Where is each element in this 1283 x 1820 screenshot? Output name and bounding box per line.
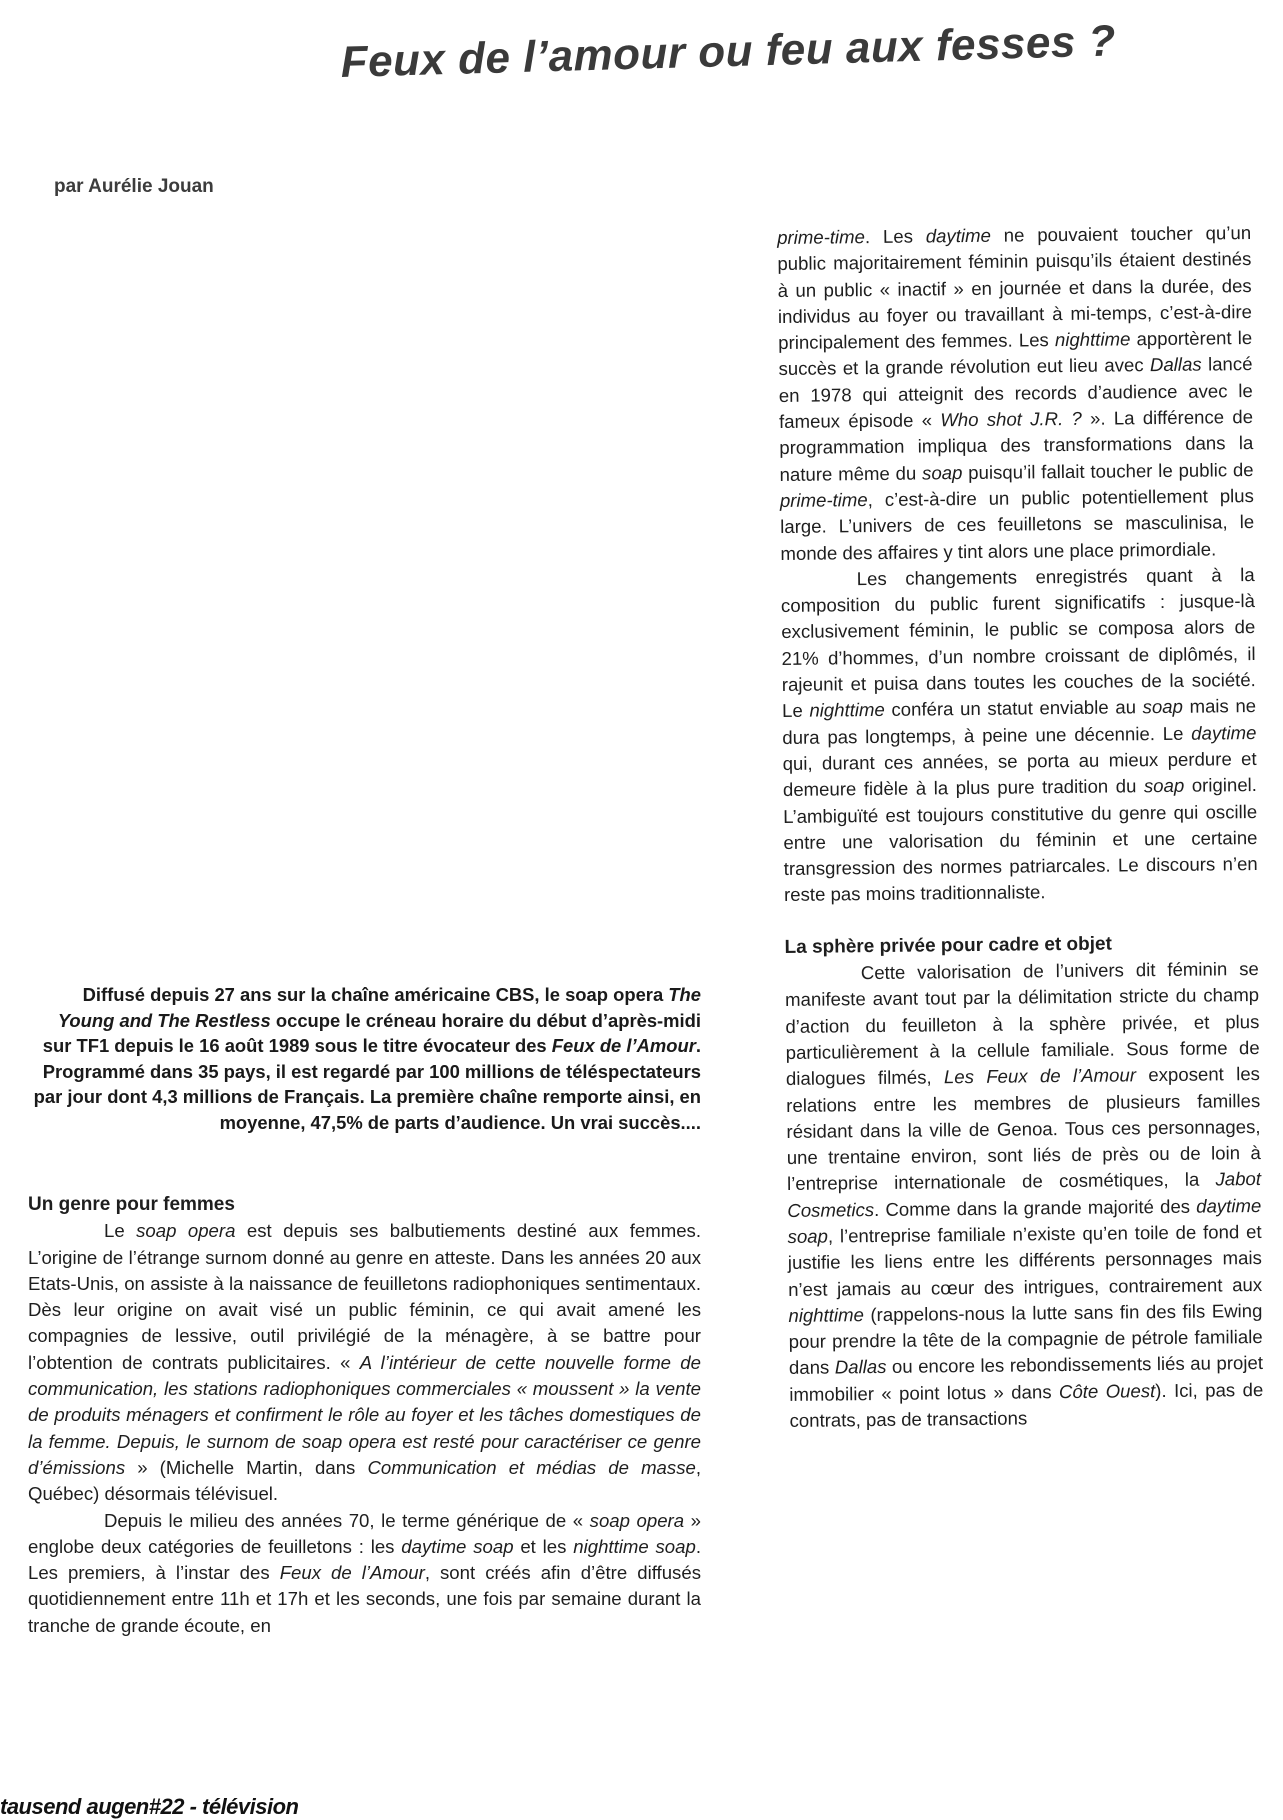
italic-text: prime-time — [777, 226, 866, 248]
italic-text: soap — [921, 461, 963, 484]
text-run: conféra un statut enviable au — [884, 696, 1143, 721]
italic-text: daytime soap — [787, 1194, 1262, 1247]
italic-text: nighttime — [809, 699, 885, 722]
section-heading: La sphère privée pour cadre et objet — [784, 933, 1112, 958]
paragraph — [28, 1218, 701, 1507]
text-run: originel. L’ambiguïté est toujours constitutive du genre qui oscille entre une valorisation du féminin et une certaine transgression des normes patriarcales. Le discours n’en reste pas moins traditionnaliste. — [783, 774, 1258, 906]
italic-text: A l’intérieur de cette nouvelle forme de communication, les stations radiophoniques commerciales « moussent » la vente de produits ménagers et confirment le rôle au foyer et les tâches domestiques de la femme. Depuis, le surnom de soap opera est resté pour caractériser ce genre d’émissions — [28, 1351, 701, 1478]
italic-text: Dallas — [1149, 354, 1202, 376]
italic-text: daytime soap — [401, 1535, 514, 1557]
italic-text: daytime — [1191, 721, 1257, 744]
text-run: » englobe deux catégories de feuilletons : les — [28, 1509, 701, 1557]
italic-text: Dallas — [834, 1356, 887, 1378]
left-column — [28, 1192, 701, 1639]
italic-text: Feux de l’Amour — [551, 1035, 696, 1057]
text-run: Les changements enregistrés quant à la composition du public furent significatifs : jusque-là exclusivement féminin, le public se composa alors de 21% d’hommes, d’un nombre croissant de diplômés, il rajeunit et puisa dans toutes les couches de la société. Le — [780, 563, 1256, 722]
italic-text: Communication et médias de masse — [367, 1456, 696, 1478]
text-run: . Comme dans la grande majorité des — [873, 1195, 1197, 1220]
text-run: ou encore les rebondissements liés au projet immobilier « point lotus » dans — [789, 1352, 1264, 1405]
italic-text: nighttime soap — [573, 1535, 696, 1557]
text-run: Le — [104, 1220, 137, 1242]
italic-text: Feux de l’Amour — [279, 1562, 425, 1584]
article-title: Feux de l’amour ou feu aux fesses ? — [340, 16, 1117, 87]
running-footer: tausend augen#22 - télévision — [0, 1794, 299, 1819]
italic-text: Jabot Cosmetics — [787, 1168, 1262, 1221]
text-run: , Québec) désormais télévisuel. — [28, 1456, 702, 1505]
right-column — [777, 220, 1264, 1434]
italic-text: The Young and The Restless — [57, 984, 701, 1031]
text-run: . Les premiers, à l’instar des — [28, 1535, 701, 1584]
article-lead — [28, 982, 701, 1136]
text-run: , c’est-à-dire un public potentiellement plus large. L’univers de ces feuilletons se masculinisa, le monde des affaires y tint alors une place primordiale. — [780, 484, 1255, 564]
italic-text: nighttime — [1054, 328, 1131, 351]
article-byline: par Aurélie Jouan — [54, 176, 214, 197]
italic-text: Who shot J.R. ? — [940, 407, 1082, 431]
paragraph — [785, 956, 1264, 1434]
text-run: ). Ici, pas de contrats, pas de transactions — [789, 1378, 1264, 1431]
italic-text: soap — [1142, 696, 1184, 718]
text-run: puisqu’il fallait toucher le public de — [962, 458, 1254, 483]
text-run: apportèrent le succès et la grande révolution eut lieu avec — [778, 327, 1253, 380]
text-run: occupe le créneau horaire du début d’après-midi sur TF1 depuis le 16 août 1989 sous le titre évocateur des — [42, 1009, 701, 1057]
paragraph — [28, 1508, 701, 1639]
text-run: . Programmé dans 35 pays, il est regardé par 100 millions de téléspectateurs par jour dont 4,3 millions de Français. La première chaîne remporte ainsi, en moyenne, 47,5% de parts d’audience. Un vrai succès.... — [33, 1035, 701, 1133]
italic-text: daytime — [925, 224, 991, 247]
text-run: , sont créés afin d’être diffusés quotidiennement entre 11h et 17h et les seconds, une fois par semaine durant la tranche de grande écoute, en — [28, 1562, 701, 1636]
italic-text: Les Feux de l’Amour — [943, 1064, 1137, 1088]
text-run: et les — [513, 1535, 574, 1557]
italic-text: soap opera — [136, 1220, 236, 1242]
paragraph — [777, 220, 1255, 567]
text-run: » (Michelle Martin, dans — [125, 1456, 368, 1478]
text-run: qui, durant ces années, se porta au mieux perdure et demeure fidèle à la plus pure tradition du — [782, 747, 1257, 801]
text-run: exposent les relations entre les membres de plusieurs familles résidant dans la ville de Genoa. Tous ces personnages, une trentaine environ, sont liés de près ou de loin à l’entreprise internationale de cosmétiques, la — [786, 1063, 1261, 1195]
text-run: mais ne dura pas longtemps, à peine une décennie. Le — [782, 695, 1257, 748]
text-run: est depuis ses balbutiements destiné aux femmes. L’origine de l’étrange surnom donné au genre en atteste. Dans les années 20 aux Etats-Unis, on assiste à la naissance de feuilletons radiophoniques sentimentaux. Dès leur origine on avait visé un public féminin, ce qui avait amené les compagnies de lessive, outil privilégié de la ménagère, à se battre pour l’obtention de contrats publicitaires. « — [28, 1220, 701, 1373]
text-run: . Les — [864, 225, 926, 248]
section-heading: Un genre pour femmes — [28, 1194, 235, 1215]
text-run: Depuis le milieu des années 70, le terme générique de « — [104, 1509, 590, 1531]
italic-text: soap — [1143, 775, 1185, 797]
italic-text: nighttime — [788, 1304, 864, 1326]
text-run: Diffusé depuis 27 ans sur la chaîne américaine CBS, le soap opera — [82, 984, 669, 1005]
italic-text: prime-time — [779, 489, 868, 511]
paragraph — [781, 562, 1259, 909]
text-run: Cette valorisation de l’univers dit féminin se manifeste avant tout par la délimitation stricte du champ d’action du feuilleton à la sphère privée, et plus particulièrement à la cellule familiale. Sous forme de dialogues filmés, — [785, 958, 1260, 1090]
text-run: , l’entreprise familiale n’existe qu’en toile de fond et justifie les liens entre les différents personnages mais n’est jamais au cœur des intrigues, contrairement aux — [787, 1220, 1263, 1300]
text-run: (rappelons-nous la lutte sans fin des fils Ewing pour prendre la tête de la compagnie de pétrole familiale dans — [788, 1299, 1263, 1379]
text-run: lancé en 1978 qui atteignit des records d’audience avec le fameux épisode « — [778, 353, 1253, 433]
text-run: ». La différence de programmation impliqua des transformations dans la nature même du — [779, 406, 1254, 485]
italic-text: Côte Ouest — [1058, 1379, 1156, 1402]
italic-text: soap opera — [589, 1509, 685, 1531]
text-run: ne pouvaient toucher qu’un public majoritairement féminin puisqu’ils étaient destinés à un public « inactif » en journée et dans la durée, des individus au foyer ou travaillant à mi-temps, c’est-à-dire principalement des femmes. Les — [777, 222, 1253, 354]
